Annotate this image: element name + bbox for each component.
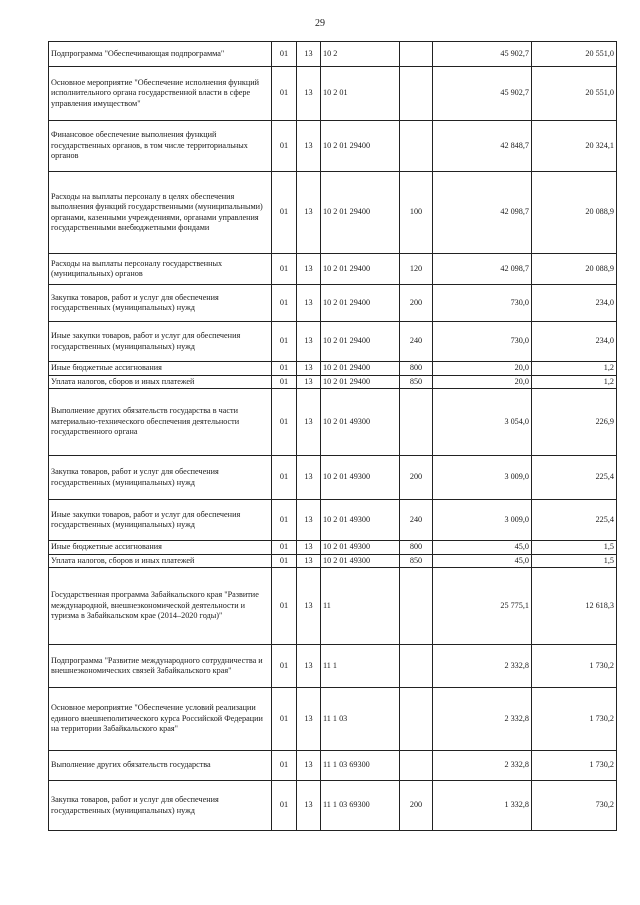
row-target-code: 10 2 01 49300 — [321, 554, 400, 568]
row-section: 01 — [272, 362, 297, 376]
row-section: 01 — [272, 172, 297, 254]
budget-table — [48, 41, 617, 831]
row-target-code: 10 2 01 49300 — [321, 389, 400, 456]
row-target-code: 11 1 03 69300 — [321, 781, 400, 831]
table-row — [49, 554, 617, 568]
table-row — [49, 568, 617, 645]
row-amount-actual: 20 551,0 — [532, 67, 617, 121]
row-name: Уплата налогов, сборов и иных платежей — [49, 554, 272, 568]
row-section: 01 — [272, 67, 297, 121]
row-amount-actual: 1 730,2 — [532, 688, 617, 751]
row-amount-plan: 42 848,7 — [433, 121, 532, 172]
row-amount-actual: 20 088,9 — [532, 172, 617, 254]
row-expense-type: 240 — [400, 500, 433, 541]
row-subsection: 13 — [297, 285, 321, 322]
row-section: 01 — [272, 751, 297, 781]
row-subsection: 13 — [297, 645, 321, 688]
row-target-code: 10 2 01 29400 — [321, 285, 400, 322]
row-amount-plan: 25 775,1 — [433, 568, 532, 645]
row-amount-plan: 20,0 — [433, 375, 532, 389]
table-row — [49, 172, 617, 254]
row-expense-type: 200 — [400, 781, 433, 831]
row-amount-actual: 1 730,2 — [532, 751, 617, 781]
row-amount-actual: 234,0 — [532, 322, 617, 362]
row-name: Закупка товаров, работ и услуг для обеспечения государственных (муниципальных) нужд — [49, 456, 272, 500]
row-subsection: 13 — [297, 254, 321, 285]
row-section: 01 — [272, 42, 297, 67]
table-row — [49, 389, 617, 456]
table-row — [49, 322, 617, 362]
row-name: Основное мероприятие "Обеспечение исполнения функций исполнительного органа государственной власти в сфере управления имуществом" — [49, 67, 272, 121]
row-subsection: 13 — [297, 500, 321, 541]
row-target-code: 11 1 03 — [321, 688, 400, 751]
row-name: Иные бюджетные ассигнования — [49, 362, 272, 376]
row-name: Расходы на выплаты персоналу в целях обеспечения выполнения функций государственными (муниципальными) органами, казенными учреждениями, органами управления государственными внебюджетными фондами — [49, 172, 272, 254]
row-amount-plan: 2 332,8 — [433, 688, 532, 751]
row-expense-type: 200 — [400, 285, 433, 322]
row-subsection: 13 — [297, 121, 321, 172]
row-amount-plan: 3 009,0 — [433, 500, 532, 541]
row-subsection: 13 — [297, 42, 321, 67]
row-name: Подпрограмма "Развитие международного сотрудничества и внешнеэкономических связей Забайкальского края" — [49, 645, 272, 688]
row-name: Расходы на выплаты персоналу государственных (муниципальных) органов — [49, 254, 272, 285]
row-subsection: 13 — [297, 688, 321, 751]
row-expense-type — [400, 688, 433, 751]
row-name: Иные закупки товаров, работ и услуг для обеспечения государственных (муниципальных) нужд — [49, 322, 272, 362]
row-amount-actual: 226,9 — [532, 389, 617, 456]
row-expense-type: 850 — [400, 375, 433, 389]
row-name: Подпрограмма "Обеспечивающая подпрограмма" — [49, 42, 272, 67]
table-row — [49, 541, 617, 555]
row-section: 01 — [272, 322, 297, 362]
row-expense-type — [400, 568, 433, 645]
row-section: 01 — [272, 781, 297, 831]
row-amount-actual: 1 730,2 — [532, 645, 617, 688]
row-section: 01 — [272, 121, 297, 172]
row-expense-type: 240 — [400, 322, 433, 362]
row-expense-type — [400, 389, 433, 456]
row-section: 01 — [272, 554, 297, 568]
row-subsection: 13 — [297, 389, 321, 456]
row-amount-plan: 45 902,7 — [433, 42, 532, 67]
row-expense-type: 100 — [400, 172, 433, 254]
row-target-code: 10 2 01 49300 — [321, 456, 400, 500]
table-row — [49, 362, 617, 376]
row-name: Выполнение других обязательств государства в части материально-технического обеспечения деятельности государственного органа — [49, 389, 272, 456]
row-subsection: 13 — [297, 554, 321, 568]
table-row — [49, 285, 617, 322]
row-subsection: 13 — [297, 322, 321, 362]
row-expense-type — [400, 121, 433, 172]
row-target-code: 10 2 01 — [321, 67, 400, 121]
row-subsection: 13 — [297, 172, 321, 254]
row-expense-type: 850 — [400, 554, 433, 568]
row-name: Финансовое обеспечение выполнения функций государственных органов, в том числе территориальных органов — [49, 121, 272, 172]
row-target-code: 10 2 01 29400 — [321, 254, 400, 285]
row-expense-type: 800 — [400, 362, 433, 376]
row-name: Выполнение других обязательств государства — [49, 751, 272, 781]
row-expense-type: 800 — [400, 541, 433, 555]
table-row — [49, 375, 617, 389]
row-name: Закупка товаров, работ и услуг для обеспечения государственных (муниципальных) нужд — [49, 285, 272, 322]
table-row — [49, 121, 617, 172]
row-amount-actual: 12 618,3 — [532, 568, 617, 645]
row-subsection: 13 — [297, 781, 321, 831]
row-amount-plan: 2 332,8 — [433, 751, 532, 781]
row-amount-actual: 225,4 — [532, 456, 617, 500]
row-section: 01 — [272, 541, 297, 555]
row-section: 01 — [272, 375, 297, 389]
row-name: Основное мероприятие "Обеспечение условий реализации единого внешнеполитического курса Российской Федерации на территории Забайкальского края" — [49, 688, 272, 751]
row-expense-type — [400, 67, 433, 121]
row-target-code: 10 2 01 29400 — [321, 172, 400, 254]
row-amount-plan: 3 054,0 — [433, 389, 532, 456]
row-section: 01 — [272, 456, 297, 500]
table-row — [49, 500, 617, 541]
row-subsection: 13 — [297, 541, 321, 555]
row-target-code: 10 2 01 49300 — [321, 541, 400, 555]
table-row — [49, 254, 617, 285]
table-row — [49, 688, 617, 751]
row-subsection: 13 — [297, 456, 321, 500]
row-amount-actual: 20 551,0 — [532, 42, 617, 67]
row-target-code: 10 2 01 29400 — [321, 322, 400, 362]
row-target-code: 10 2 — [321, 42, 400, 67]
row-amount-actual: 1,2 — [532, 362, 617, 376]
row-amount-plan: 42 098,7 — [433, 254, 532, 285]
row-amount-actual: 234,0 — [532, 285, 617, 322]
row-subsection: 13 — [297, 751, 321, 781]
row-section: 01 — [272, 254, 297, 285]
table-row — [49, 67, 617, 121]
row-amount-plan: 42 098,7 — [433, 172, 532, 254]
page-number: 29 — [315, 18, 325, 29]
row-amount-plan: 2 332,8 — [433, 645, 532, 688]
row-target-code: 10 2 01 29400 — [321, 121, 400, 172]
row-expense-type: 200 — [400, 456, 433, 500]
row-section: 01 — [272, 688, 297, 751]
row-name: Уплата налогов, сборов и иных платежей — [49, 375, 272, 389]
table-row — [49, 456, 617, 500]
row-amount-actual: 730,2 — [532, 781, 617, 831]
row-target-code: 10 2 01 49300 — [321, 500, 400, 541]
row-amount-plan: 3 009,0 — [433, 456, 532, 500]
row-section: 01 — [272, 285, 297, 322]
row-amount-actual: 1,2 — [532, 375, 617, 389]
row-amount-plan: 45,0 — [433, 541, 532, 555]
row-target-code: 11 1 — [321, 645, 400, 688]
row-subsection: 13 — [297, 375, 321, 389]
row-expense-type — [400, 42, 433, 67]
row-name: Иные бюджетные ассигнования — [49, 541, 272, 555]
row-name: Закупка товаров, работ и услуг для обеспечения государственных (муниципальных) нужд — [49, 781, 272, 831]
row-amount-actual: 225,4 — [532, 500, 617, 541]
row-subsection: 13 — [297, 362, 321, 376]
row-amount-plan: 20,0 — [433, 362, 532, 376]
row-section: 01 — [272, 389, 297, 456]
row-section: 01 — [272, 568, 297, 645]
row-subsection: 13 — [297, 568, 321, 645]
row-amount-actual: 1,5 — [532, 554, 617, 568]
row-amount-plan: 730,0 — [433, 285, 532, 322]
row-amount-actual: 1,5 — [532, 541, 617, 555]
row-amount-plan: 1 332,8 — [433, 781, 532, 831]
row-amount-plan: 45,0 — [433, 554, 532, 568]
row-name: Государственная программа Забайкальского края "Развитие международной, внешнеэкономической деятельности и туризма в Забайкальском крае (2014–2020 годы)" — [49, 568, 272, 645]
table-row — [49, 781, 617, 831]
row-target-code: 11 — [321, 568, 400, 645]
row-expense-type: 120 — [400, 254, 433, 285]
row-amount-plan: 45 902,7 — [433, 67, 532, 121]
row-amount-actual: 20 324,1 — [532, 121, 617, 172]
row-target-code: 10 2 01 29400 — [321, 375, 400, 389]
row-subsection: 13 — [297, 67, 321, 121]
row-section: 01 — [272, 500, 297, 541]
row-expense-type — [400, 645, 433, 688]
row-amount-plan: 730,0 — [433, 322, 532, 362]
row-name: Иные закупки товаров, работ и услуг для обеспечения государственных (муниципальных) нужд — [49, 500, 272, 541]
table-row — [49, 645, 617, 688]
row-expense-type — [400, 751, 433, 781]
table-row — [49, 751, 617, 781]
row-target-code: 11 1 03 69300 — [321, 751, 400, 781]
table-row — [49, 42, 617, 67]
row-section: 01 — [272, 645, 297, 688]
row-target-code: 10 2 01 29400 — [321, 362, 400, 376]
row-amount-actual: 20 088,9 — [532, 254, 617, 285]
